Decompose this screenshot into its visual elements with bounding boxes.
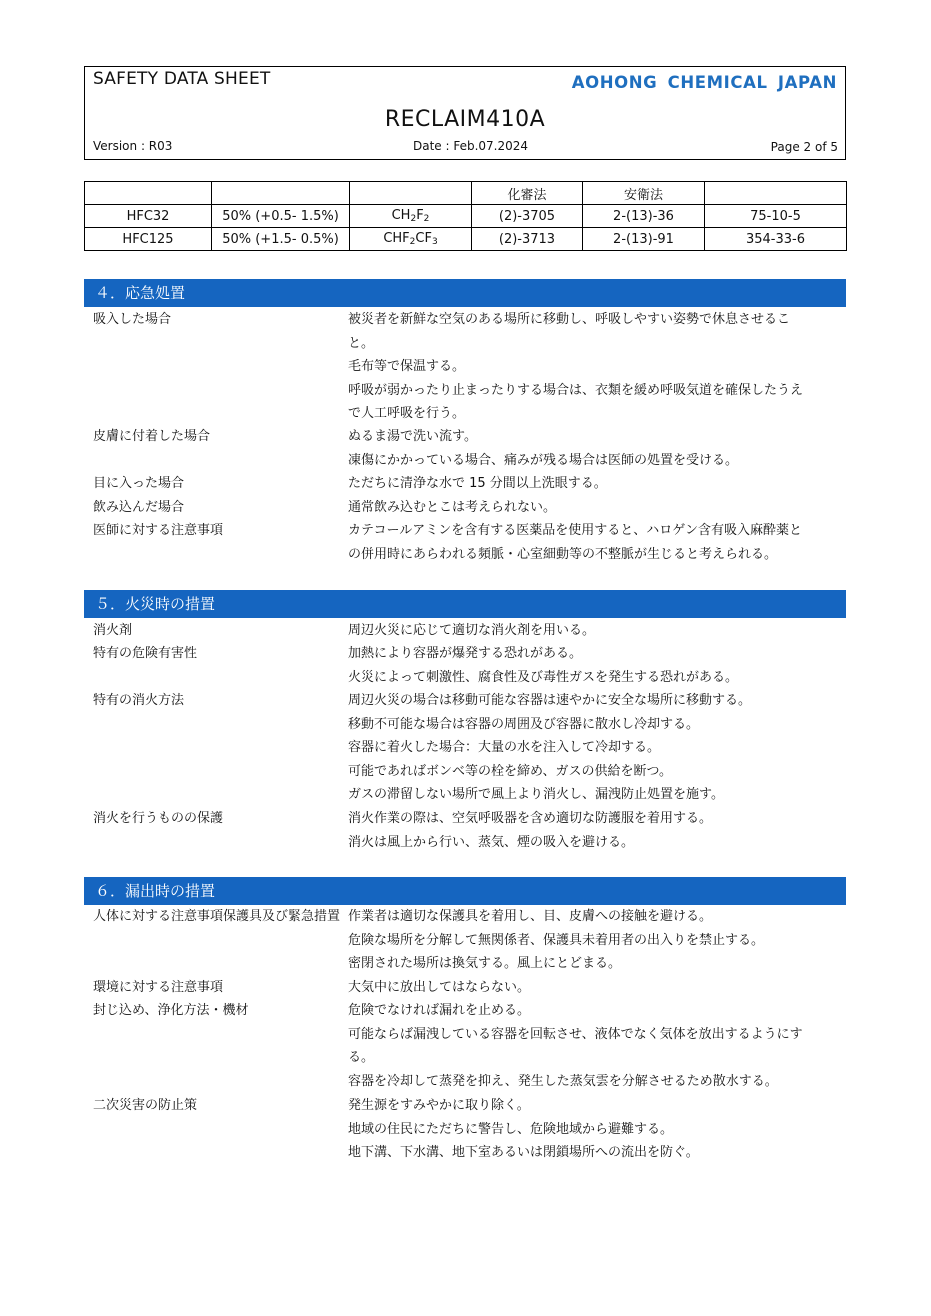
section-6-title: ６．漏出時の措置	[84, 877, 846, 905]
item-label: 消火を行うものの保護	[93, 811, 224, 826]
version-label: Version : R03	[93, 139, 173, 153]
page-number: Page 2 of 5	[770, 140, 838, 154]
product-name: RECLAIM410A	[384, 107, 546, 132]
header-cell-kashin: 化審法	[472, 182, 583, 205]
kashin-number: (2)-3713	[472, 228, 583, 251]
item-content: 被災者を新鮮な空気のある場所に移動し、呼吸しやすい姿勢で休息させるこ と。 毛布等で保温する。 呼吸が弱かったり止まったりする場合は、衣類を緩め呼吸気道を確保したうえ で人工呼吸を行う。	[348, 312, 804, 421]
item-content: 大気中に放出してはならない。	[348, 980, 531, 995]
header-cell	[705, 182, 847, 205]
component-content: 50% (+1.5- 0.5%)	[212, 228, 350, 251]
table-row	[85, 228, 847, 251]
table-row	[85, 205, 847, 228]
item-label: 吸入した場合	[93, 312, 172, 327]
document-header	[84, 66, 846, 160]
item-label: 特有の危険有害性	[93, 646, 198, 661]
cas-number: 75-10-5	[705, 205, 847, 228]
item-label: 消火剤	[93, 623, 133, 638]
component-name: HFC125	[85, 228, 212, 251]
anei-number: 2-(13)-36	[583, 205, 705, 228]
company-name: AOHONG CHEMICAL JAPAN	[571, 73, 837, 92]
date-label: Date : Feb.07.2024	[413, 139, 529, 153]
kashin-number: (2)-3705	[472, 205, 583, 228]
document-type: SAFETY DATA SHEET	[93, 69, 271, 89]
item-content: ただちに清浄な水で 15 分間以上洗眼する。	[348, 476, 607, 491]
header-cell	[85, 182, 212, 205]
item-label: 二次災害の防止策	[93, 1098, 198, 1113]
item-label: 特有の消火方法	[93, 693, 185, 708]
item-label: 飲み込んだ場合	[93, 500, 185, 515]
cas-number: 354-33-6	[705, 228, 847, 251]
anei-number: 2-(13)-91	[583, 228, 705, 251]
header-cell	[212, 182, 350, 205]
chemical-formula: $CHF_2CF_3$	[350, 228, 472, 251]
section-4-title: ４．応急処置	[84, 279, 846, 307]
item-content: 加熱により容器が爆発する恐れがある。 火災によって刺激性、腐食性及び毒性ガスを発生する恐れがある。	[348, 646, 739, 685]
item-label: 人体に対する注意事項保護具及び緊急措置	[93, 909, 341, 924]
header-cell	[350, 182, 472, 205]
item-content: 通常飲み込むとこは考えられない。	[348, 500, 557, 515]
item-content: 作業者は適切な保護具を着用し、目、皮膚への接触を避ける。 危険な場所を分解して無関係者、保護具未着用者の出入りを禁止する。 密閉された場所は換気する。風上にとどまる。	[348, 909, 765, 971]
item-content: カテコールアミンを含有する医薬品を使用すると、ハロゲン含有吸入麻酔薬と の併用時にあらわれる頻脈・心室細動等の不整脈が生じると考えられる。	[348, 523, 802, 562]
item-content: ぬるま湯で洗い流す。 凍傷にかかっている場合、痛みが残る場合は医師の処置を受ける。	[348, 429, 739, 468]
item-content: 周辺火災に応じて適切な消火剤を用いる。	[348, 623, 596, 638]
table-header-row	[85, 182, 847, 205]
item-label: 環境に対する注意事項	[93, 980, 224, 995]
item-label: 封じ込め、浄化方法・機材	[93, 1003, 249, 1018]
item-label: 医師に対する注意事項	[93, 523, 224, 538]
chemical-formula: $CH_2F_2$	[350, 205, 472, 228]
item-label: 目に入った場合	[93, 476, 185, 491]
item-content: 周辺火災の場合は移動可能な容器は速やかに安全な場所に移動する。 移動不可能な場合は容器の周囲及び容器に散水し冷却する。 容器に着火した場合：大量の水を注入して冷却する。 可能であればボンベ等の栓を締め、ガスの供給を断つ。 ガスの滞留しない場所で風上より消火し、漏洩防止処置を施す。	[348, 693, 752, 802]
component-name: HFC32	[85, 205, 212, 228]
item-label: 皮膚に付着した場合	[93, 429, 211, 444]
item-content: 消火作業の際は、空気呼吸器を含め適切な防護服を着用する。 消火は風上から行い、蒸気、煙の吸入を避ける。	[348, 811, 713, 850]
composition-table	[84, 181, 847, 251]
item-content: 発生源をすみやかに取り除く。 地域の住民にただちに警告し、危険地域から避難する。 地下溝、下水溝、地下室あるいは閉鎖場所への流出を防ぐ。	[348, 1098, 699, 1160]
section-5-title: ５．火災時の措置	[84, 590, 846, 618]
component-content: 50% (+0.5- 1.5%)	[212, 205, 350, 228]
header-cell-anei: 安衛法	[583, 182, 705, 205]
item-content: 危険でなければ漏れを止める。 可能ならば漏洩している容器を回転させ、液体でなく気体を放出するようにす る。 容器を冷却して蒸発を抑え、発生した蒸気雲を分解させるため散水する。	[348, 1003, 803, 1089]
